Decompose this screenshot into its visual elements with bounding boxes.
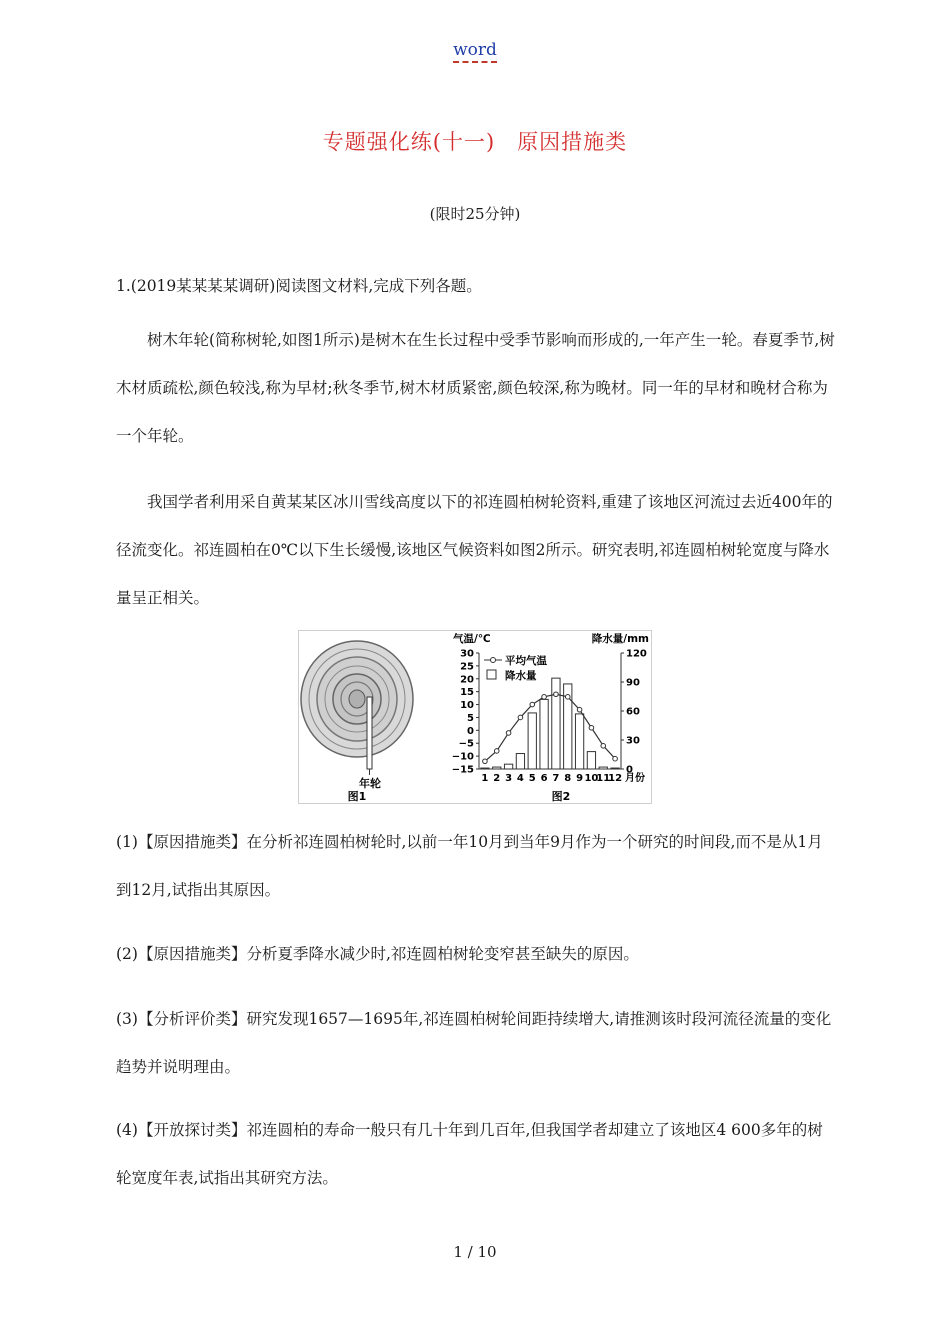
precip-bar bbox=[504, 764, 512, 769]
precip-bar bbox=[481, 768, 489, 769]
x-tick-label: 4 bbox=[516, 773, 524, 784]
precip-bar bbox=[587, 752, 595, 769]
subquestion-4: (4)【开放探讨类】祁连圆柏的寿命一般只有几十年到几百年,但我国学者却建立了该地区4 600多年的树轮宽度年表,试指出其研究方法。 bbox=[116, 1121, 823, 1187]
time-limit: (限时25分钟) bbox=[429, 205, 521, 223]
page-number: 1 / 10 bbox=[453, 1243, 497, 1261]
x-tick-label: 1 bbox=[481, 773, 489, 784]
y-axis-right-label: 降水量/mm bbox=[591, 633, 649, 645]
temperature-point bbox=[554, 692, 559, 697]
precip-bar bbox=[540, 699, 548, 769]
x-axis-label: 月份 bbox=[625, 773, 645, 784]
y-tick-label-left: −10 bbox=[451, 751, 474, 763]
y-tick-label-left: 5 bbox=[467, 712, 474, 724]
x-tick-label: 11 bbox=[596, 773, 611, 784]
temperature-point bbox=[530, 702, 535, 707]
fig2-label: 图2 bbox=[551, 790, 571, 803]
y-tick-label-right: 0 bbox=[626, 764, 633, 776]
temperature-point bbox=[494, 749, 499, 754]
header-word-link[interactable]: word bbox=[453, 40, 497, 63]
precip-bar bbox=[575, 714, 583, 769]
y-tick-label-right: 30 bbox=[626, 735, 640, 747]
y-tick-label-left: 0 bbox=[467, 725, 474, 737]
temperature-point bbox=[518, 715, 523, 720]
precip-bar bbox=[599, 767, 607, 769]
y-tick-label-left: −5 bbox=[458, 738, 474, 750]
subquestion-2: (2)【原因措施类】分析夏季降水减少时,祁连圆柏树轮变窄甚至缺失的原因。 bbox=[116, 945, 639, 963]
y-tick-label-left: 30 bbox=[460, 648, 474, 660]
x-tick-label: 9 bbox=[576, 773, 584, 784]
climate-chart bbox=[452, 632, 649, 803]
precip-bar bbox=[611, 768, 619, 769]
legend-temp-marker bbox=[491, 658, 496, 663]
x-tick-label: 10 bbox=[584, 773, 599, 784]
chart-legend bbox=[484, 654, 547, 682]
y-tick-label-left: 10 bbox=[460, 700, 474, 712]
x-tick-label: 5 bbox=[528, 773, 536, 784]
x-tick-label: 2 bbox=[493, 773, 501, 784]
ring-label: 年轮 bbox=[359, 777, 381, 790]
temperature-point bbox=[577, 707, 582, 712]
legend-precip-swatch bbox=[487, 670, 496, 679]
y-tick-label-left: 20 bbox=[460, 674, 474, 686]
temperature-point bbox=[589, 725, 594, 730]
y-tick-label-left: 15 bbox=[460, 687, 474, 699]
y-axis-left-label: 气温/℃ bbox=[453, 633, 491, 645]
temperature-point bbox=[506, 731, 511, 736]
material-paragraph-2: 我国学者利用采自黄某某区冰川雪线高度以下的祁连圆柏树轮资料,重建了该地区河流过去近400年的径流变化。祁连圆柏在0℃以下生长缓慢,该地区气候资料如图2所示。研究表明,祁连圆柏树轮宽度与降水量呈正相关。 bbox=[116, 493, 833, 607]
temperature-point bbox=[601, 744, 606, 749]
temperature-point bbox=[483, 759, 488, 764]
page-header bbox=[0, 40, 950, 60]
y-tick-label-right: 120 bbox=[626, 648, 647, 660]
material-paragraph-1: 树木年轮(简称树轮,如图1所示)是树木在生长过程中受季节影响而形成的,一年产生一轮。春夏季节,树木材质疏松,颜色较浅,称为早材;秋冬季节,树木材质紧密,颜色较深,称为晚材。同一年的早材和晚材合称为一个年轮。 bbox=[116, 331, 835, 445]
precip-bar bbox=[493, 767, 501, 769]
y-tick-label-right: 60 bbox=[626, 706, 640, 718]
x-tick-label: 8 bbox=[564, 773, 572, 784]
fig1-label: 图1 bbox=[347, 790, 367, 803]
y-tick-label-left: −15 bbox=[451, 764, 474, 776]
temperature-point bbox=[613, 756, 618, 761]
tree-ring-illustration bbox=[301, 641, 413, 803]
subquestion-1: (1)【原因措施类】在分析祁连圆柏树轮时,以前一年10月到当年9月作为一个研究的时间段,而不是从1月到12月,试指出其原因。 bbox=[116, 833, 823, 899]
precip-bar bbox=[516, 754, 524, 769]
question-stem: 1.(2019某某某某调研)阅读图文材料,完成下列各题。 bbox=[116, 277, 482, 295]
temperature-point bbox=[542, 695, 547, 700]
x-tick-label: 12 bbox=[608, 773, 623, 784]
x-tick-label: 6 bbox=[540, 773, 548, 784]
legend-precip-label: 降水量 bbox=[505, 670, 537, 682]
y-tick-label-left: 25 bbox=[460, 661, 474, 673]
x-tick-label: 7 bbox=[552, 773, 560, 784]
figure-svg bbox=[299, 631, 651, 803]
page-title: 专题强化练(十一) 原因措施类 bbox=[322, 130, 628, 154]
legend-temp-label: 平均气温 bbox=[505, 655, 547, 667]
ring-pointer-bar bbox=[367, 697, 372, 769]
temperature-point bbox=[565, 695, 570, 700]
precip-bar bbox=[528, 713, 536, 769]
x-tick-label: 3 bbox=[505, 773, 513, 784]
figure bbox=[298, 630, 652, 804]
y-tick-label-right: 90 bbox=[626, 677, 640, 689]
ring-core bbox=[349, 690, 365, 708]
subquestion-3: (3)【分析评价类】研究发现1657—1695年,祁连圆柏树轮间距持续增大,请推测该时段河流径流量的变化趋势并说明理由。 bbox=[116, 1010, 832, 1076]
